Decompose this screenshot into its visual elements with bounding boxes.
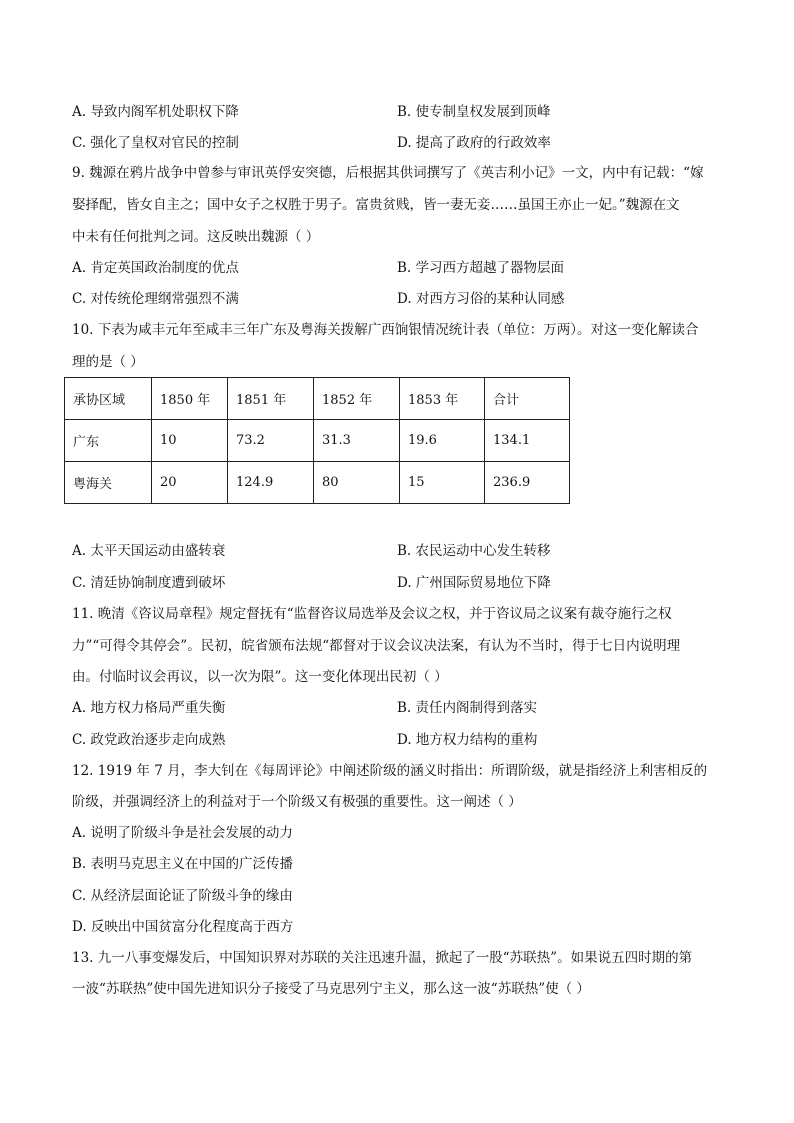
q11-option-a: A. 地方权力格局严重失衡: [72, 700, 226, 716]
table-cell: 20: [152, 462, 228, 504]
q8-option-a: A. 导致内阁军机处职权下降: [72, 104, 239, 120]
table-header-row: [65, 378, 570, 420]
table-header-cell: 1850 年: [152, 378, 228, 420]
q10-option-a: A. 太平天国运动由盛转衰: [72, 543, 226, 559]
table-cell: 广东: [65, 420, 152, 462]
q9-option-b: B. 学习西方超越了器物层面: [397, 260, 565, 276]
table-header-cell: 1852 年: [314, 378, 400, 420]
q10-stem-line-2: 理的是（ ）: [72, 354, 144, 370]
table-header-cell: 1851 年: [228, 378, 314, 420]
q10-option-c: C. 清廷协饷制度遭到破坏: [72, 575, 226, 591]
q11-option-b: B. 责任内阁制得到落实: [397, 700, 538, 716]
q11-option-d: D. 地方权力结构的重构: [397, 732, 538, 748]
q9-stem-line-2: 娶择配，皆女自主之；国中女子之权胜于男子。富贵贫贱，皆一妻无妾……虽国王亦止一妃。”魏源在文: [72, 197, 680, 213]
table-cell: 236.9: [485, 462, 570, 504]
table-cell: 124.9: [228, 462, 314, 504]
table-header-cell: 1853 年: [400, 378, 485, 420]
q11-stem-line-3: 由。付临时议会再议，以一次为限”。这一变化体现出民初（ ）: [72, 669, 448, 685]
table-cell: 10: [152, 420, 228, 462]
q10-stem-line-1: 10. 下表为咸丰元年至咸丰三年广东及粤海关拨解广西饷银情况统计表（单位：万两）。对这一变化解读合: [72, 322, 699, 338]
q11-stem-line-1: 11. 晚清《咨议局章程》规定督抚有“监督咨议局选举及会议之权，并于咨议局之议案有裁夺施行之权: [72, 606, 672, 622]
q12-option-a: A. 说明了阶级斗争是社会发展的动力: [72, 825, 293, 841]
q9-stem-line-1: 9. 魏源在鸦片战争中曾参与审讯英俘安突德，后根据其供词撰写了《英吉利小记》一文，内中有记载：“嫁: [72, 165, 704, 181]
table-cell: 31.3: [314, 420, 400, 462]
table-header-cell: 承协区域: [65, 378, 152, 420]
q8-option-b: B. 使专制皇权发展到顶峰: [397, 104, 551, 120]
q12-option-c: C. 从经济层面论证了阶级斗争的缘由: [72, 888, 293, 904]
q12-option-b: B. 表明马克思主义在中国的广泛传播: [72, 856, 294, 872]
q13-stem-line-2: 一波“苏联热”使中国先进知识分子接受了马克思列宁主义，那么这一波“苏联热”使（ ）: [72, 981, 590, 997]
q9-option-d: D. 对西方习俗的某种认同感: [397, 291, 565, 307]
q12-option-d: D. 反映出中国贫富分化程度高于西方: [72, 919, 294, 935]
q9-option-a: A. 肯定英国政治制度的优点: [72, 260, 239, 276]
q9-option-c: C. 对传统伦理纲常强烈不满: [72, 291, 239, 307]
q12-stem-line-2: 阶级，并强调经济上的利益对于一个阶级又有极强的重要性。这一阐述（ ）: [72, 794, 522, 810]
q8-option-d: D. 提高了政府的行政效率: [397, 135, 551, 151]
table-header-cell: 合计: [485, 378, 570, 420]
table-row: [65, 420, 570, 462]
q11-stem-line-2: 力”“可得令其停会”。民初，皖省颁布法规“都督对于议会议决法案，有认为不当时，得于七日内说明理: [72, 638, 681, 654]
table-cell: 80: [314, 462, 400, 504]
table-row: [65, 462, 570, 504]
q10-table: [64, 377, 570, 504]
q13-stem-line-1: 13. 九一八事变爆发后，中国知识界对苏联的关注迅速升温，掀起了一股“苏联热”。如果说五四时期的第: [72, 950, 693, 966]
table-cell: 粤海关: [65, 462, 152, 504]
q10-option-b: B. 农民运动中心发生转移: [397, 543, 551, 559]
table-cell: 73.2: [228, 420, 314, 462]
q10-option-d: D. 广州国际贸易地位下降: [397, 575, 551, 591]
q9-stem-line-3: 中未有任何批判之词。这反映出魏源（ ）: [72, 229, 320, 245]
table-cell: 134.1: [485, 420, 570, 462]
table-cell: 19.6: [400, 420, 485, 462]
q12-stem-line-1: 12. 1919 年 7 月，李大钊在《每周评论》中阐述阶级的涵义时指出：所谓阶级，就是指经济上利害相反的: [72, 763, 708, 779]
table-cell: 15: [400, 462, 485, 504]
q8-option-c: C. 强化了皇权对官民的控制: [72, 135, 239, 151]
q11-option-c: C. 政党政治逐步走向成熟: [72, 732, 226, 748]
